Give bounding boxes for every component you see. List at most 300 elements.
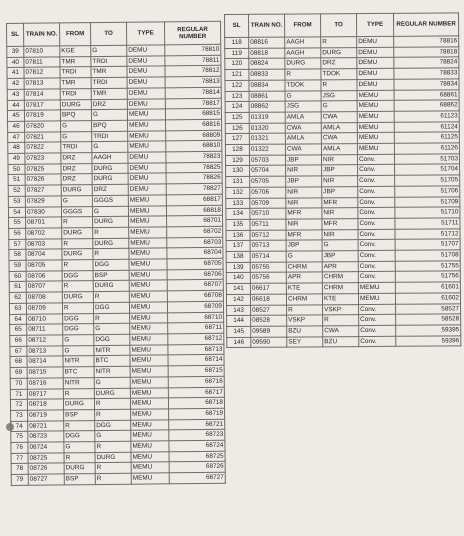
type-cell: DEMU <box>127 56 165 67</box>
from-cell: DGG <box>63 324 94 335</box>
type-cell: DEMU <box>128 173 166 184</box>
type-cell: MEMU <box>129 237 167 248</box>
train-no-cell: 08711 <box>27 324 63 335</box>
to-cell: R <box>95 463 131 474</box>
sl-cell: 134 <box>226 209 250 220</box>
to-cell: APR <box>322 261 358 272</box>
from-cell: TDOK <box>285 80 321 91</box>
from-cell: JSG <box>285 101 321 112</box>
regular-number-cell: 68708 <box>167 290 223 301</box>
sl-cell: 120 <box>225 59 249 70</box>
regular-number-cell: 68726 <box>169 462 225 473</box>
sl-cell: 49 <box>8 153 25 164</box>
train-no-cell: 08727 <box>28 474 64 485</box>
from-cell: R <box>62 260 93 271</box>
train-no-cell: 05705 <box>250 176 286 187</box>
regular-number-cell: 78818 <box>394 47 459 58</box>
train-no-cell: 08712 <box>27 335 63 346</box>
train-no-cell: 01321 <box>249 133 285 144</box>
regular-number-cell: 78814 <box>165 87 221 98</box>
type-cell: Conv. <box>359 325 396 336</box>
type-cell: MEMU <box>130 355 168 366</box>
to-cell: R <box>95 473 131 484</box>
regular-number-cell: 68707 <box>167 280 223 291</box>
regular-number-cell: 51708 <box>395 250 460 261</box>
to-cell: TMR <box>91 88 127 99</box>
train-no-cell: 08708 <box>26 292 62 303</box>
type-cell: MEMU <box>128 205 166 216</box>
from-cell: R <box>285 69 321 80</box>
from-cell: G <box>63 345 94 356</box>
type-cell: MEMU <box>130 398 168 409</box>
type-cell: Conv. <box>359 315 396 326</box>
from-cell: NITR <box>63 356 94 367</box>
type-cell: Conv. <box>359 336 396 347</box>
regular-number-cell: 78823 <box>166 151 222 162</box>
sl-cell: 138 <box>226 251 250 262</box>
sl-cell: 52 <box>8 185 25 196</box>
sl-cell: 58 <box>9 250 26 261</box>
to-cell: BSP <box>93 270 129 281</box>
train-no-cell: 07813 <box>24 78 60 89</box>
type-cell: DEMU <box>357 68 394 79</box>
from-cell: CWA <box>285 144 321 155</box>
sl-cell: 56 <box>9 228 26 239</box>
sl-cell: 42 <box>7 78 24 89</box>
type-cell: MEMU <box>128 141 166 152</box>
regular-number-cell: 51709 <box>395 196 460 207</box>
from-cell: KGE <box>60 46 91 57</box>
from-cell: G <box>61 121 92 132</box>
type-cell: MEMU <box>129 259 167 270</box>
regular-number-cell: 68706 <box>167 269 223 280</box>
from-cell: JBP <box>286 176 322 187</box>
sl-cell: 40 <box>7 57 24 68</box>
train-no-cell: 05756 <box>250 273 286 284</box>
type-cell: DEMU <box>128 184 166 195</box>
type-cell: MEMU <box>131 462 169 473</box>
right-train-table <box>224 12 461 348</box>
train-no-cell: 08719 <box>28 410 64 421</box>
to-cell: G <box>91 45 127 56</box>
sl-cell: 69 <box>10 367 27 378</box>
header-regular-number: REGULAR NUMBER <box>393 13 458 36</box>
to-cell: R <box>321 79 357 90</box>
from-cell: R <box>64 452 95 463</box>
header-sl: SL <box>225 14 249 37</box>
sl-cell: 128 <box>225 144 249 155</box>
to-cell: BPQ <box>92 120 128 131</box>
train-no-cell: 01320 <box>249 123 285 134</box>
train-no-cell: 05755 <box>250 262 286 273</box>
from-cell: TRDI <box>60 67 91 78</box>
regular-number-cell: 61602 <box>395 293 460 304</box>
sl-cell: 45 <box>7 111 24 122</box>
to-cell: TDOK <box>321 69 357 80</box>
regular-number-cell: 78825 <box>166 162 222 173</box>
from-cell: NIR <box>286 187 322 198</box>
sl-cell: 39 <box>7 46 24 57</box>
from-cell: DURG <box>60 99 91 110</box>
from-cell: NIR <box>286 165 322 176</box>
train-no-cell: 08716 <box>27 378 63 389</box>
header-type: TYPE <box>357 13 394 36</box>
type-cell: MEMU <box>131 409 169 420</box>
header-from: FROM <box>60 23 91 46</box>
sl-cell: 75 <box>11 432 28 443</box>
to-cell: R <box>321 37 357 48</box>
type-cell: MEMU <box>130 345 168 356</box>
type-cell: Conv. <box>358 250 395 261</box>
from-cell: BTC <box>63 367 94 378</box>
from-cell: G <box>64 442 95 453</box>
train-no-cell: 07817 <box>24 99 60 110</box>
train-no-cell: 08709 <box>26 303 62 314</box>
to-cell: DURG <box>93 238 129 249</box>
header-train-no: TRAIN NO. <box>249 14 285 37</box>
regular-number-cell: 68862 <box>394 100 459 111</box>
to-cell: R <box>93 227 129 238</box>
regular-number-cell: 68817 <box>166 194 222 205</box>
sl-cell: 57 <box>9 239 26 250</box>
from-cell: G <box>286 251 322 262</box>
from-cell: MFR <box>286 208 322 219</box>
regular-number-cell: 68719 <box>169 408 225 419</box>
to-cell: DURG <box>92 163 128 174</box>
regular-number-cell: 58528 <box>396 314 461 325</box>
header-sl: SL <box>7 23 24 46</box>
from-cell: APR <box>286 272 322 283</box>
train-no-cell: 08862 <box>249 101 285 112</box>
sl-cell: 71 <box>10 389 27 400</box>
from-cell: DGG <box>64 431 95 442</box>
to-cell: NIR <box>321 154 357 165</box>
sl-cell: 142 <box>226 294 250 305</box>
regular-number-cell: 59395 <box>396 325 461 336</box>
to-cell: GGGS <box>92 195 128 206</box>
regular-number-cell: 68718 <box>168 397 224 408</box>
from-cell: DURG <box>62 228 93 239</box>
to-cell: VSKP <box>323 304 359 315</box>
type-cell: Conv. <box>358 240 395 251</box>
regular-number-cell: 68816 <box>166 119 222 130</box>
regular-number-cell: 68815 <box>165 108 221 119</box>
regular-number-cell: 58527 <box>396 303 461 314</box>
from-cell: NITR <box>63 377 94 388</box>
from-cell: R <box>62 302 93 313</box>
to-cell: DGG <box>95 420 131 431</box>
to-cell: NIR <box>322 208 358 219</box>
regular-number-cell: 78813 <box>165 76 221 87</box>
train-no-cell: 08721 <box>28 421 64 432</box>
from-cell: CHRM <box>286 262 322 273</box>
to-cell: R <box>94 313 130 324</box>
to-cell: CHRM <box>322 283 358 294</box>
type-cell: MEMU <box>130 334 168 345</box>
to-cell: CWA <box>321 133 357 144</box>
from-cell: NIR <box>286 197 322 208</box>
type-cell: MEMU <box>357 90 394 101</box>
to-cell: R <box>323 315 359 326</box>
regular-number-cell: 51755 <box>395 261 460 272</box>
sl-cell: 55 <box>9 218 26 229</box>
sl-cell: 136 <box>226 230 250 241</box>
to-cell: AAGH <box>92 152 128 163</box>
type-cell: DEMU <box>127 66 165 77</box>
sl-cell: 133 <box>226 198 250 209</box>
train-no-cell: 08723 <box>28 431 64 442</box>
regular-number-cell: 68711 <box>168 323 224 334</box>
type-cell: MEMU <box>131 452 169 463</box>
train-no-cell: 08702 <box>26 228 62 239</box>
regular-number-cell: 61125 <box>394 132 459 143</box>
train-no-cell: 08717 <box>27 388 63 399</box>
header-type: TYPE <box>126 22 164 45</box>
train-no-cell: 08528 <box>251 315 287 326</box>
to-cell: TMR <box>91 67 127 78</box>
type-cell: Conv. <box>358 186 395 197</box>
regular-number-cell: 78824 <box>394 57 459 68</box>
train-no-cell: 07825 <box>25 164 61 175</box>
train-no-cell: 08704 <box>26 249 62 260</box>
to-cell: R <box>94 398 130 409</box>
from-cell: TMR <box>60 78 91 89</box>
right-table-header-row <box>225 13 459 38</box>
to-cell: DURG <box>94 388 130 399</box>
train-no-cell: 08527 <box>251 305 287 316</box>
regular-number-cell: 68714 <box>168 355 224 366</box>
from-cell: NIR <box>286 219 322 230</box>
sl-cell: 79 <box>11 474 28 485</box>
regular-number-cell: 78810 <box>165 44 221 55</box>
sl-cell: 125 <box>225 112 249 123</box>
sl-cell: 119 <box>225 48 249 59</box>
from-cell: R <box>62 217 93 228</box>
to-cell: DURG <box>321 47 357 58</box>
regular-number-cell: 61126 <box>394 143 459 154</box>
type-cell: MEMU <box>127 109 165 120</box>
regular-number-cell: 61123 <box>394 111 459 122</box>
from-cell: BZU <box>287 326 323 337</box>
to-cell: NITR <box>94 366 130 377</box>
sl-cell: 47 <box>8 132 25 143</box>
sl-cell: 54 <box>8 207 25 218</box>
to-cell: G <box>94 377 130 388</box>
sl-cell: 144 <box>227 316 251 327</box>
from-cell: R <box>64 420 95 431</box>
header-train-no: TRAIN NO. <box>24 23 60 46</box>
type-cell: MEMU <box>128 130 166 141</box>
to-cell: NITR <box>94 345 130 356</box>
type-cell: MEMU <box>130 377 168 388</box>
type-cell: DEMU <box>127 98 165 109</box>
regular-number-cell: 78811 <box>165 55 221 66</box>
sl-cell: 73 <box>11 410 28 421</box>
from-cell: R <box>62 238 93 249</box>
type-cell: MEMU <box>129 248 167 259</box>
train-no-cell: 09589 <box>251 326 287 337</box>
to-cell: DRZ <box>321 58 357 69</box>
to-cell: DURG <box>95 452 131 463</box>
from-cell: JBP <box>286 240 322 251</box>
from-cell: DRZ <box>61 174 92 185</box>
train-no-cell: 07810 <box>24 46 60 57</box>
regular-number-cell: 68702 <box>167 226 223 237</box>
train-no-cell: 08714 <box>27 356 63 367</box>
to-cell: NIR <box>322 176 358 187</box>
to-cell: MFR <box>322 197 358 208</box>
type-cell: MEMU <box>129 291 167 302</box>
sl-cell: 43 <box>7 89 24 100</box>
type-cell: MEMU <box>357 143 394 154</box>
to-cell: R <box>93 291 129 302</box>
header-to: TO <box>91 22 127 45</box>
regular-number-cell: 59396 <box>396 336 461 347</box>
from-cell: DURG <box>62 249 93 260</box>
to-cell: TRDI <box>91 56 127 67</box>
to-cell: TRDI <box>92 131 128 142</box>
to-cell: BZU <box>323 336 359 347</box>
type-cell: MEMU <box>129 227 167 238</box>
from-cell: G <box>285 90 321 101</box>
from-cell: DURG <box>64 463 95 474</box>
train-no-cell: 05710 <box>250 208 286 219</box>
to-cell: DGG <box>93 259 129 270</box>
to-cell: R <box>93 249 129 260</box>
type-cell: DEMU <box>357 79 394 90</box>
regular-number-cell: 68717 <box>168 387 224 398</box>
type-cell: Conv. <box>359 304 396 315</box>
to-cell: G <box>92 206 128 217</box>
regular-number-cell: 51703 <box>394 154 459 165</box>
train-no-cell: 05703 <box>249 155 285 166</box>
regular-number-cell: 51712 <box>395 229 460 240</box>
regular-number-cell: 51705 <box>395 175 460 186</box>
to-cell: NIR <box>322 229 358 240</box>
left-table-header-row <box>7 21 221 46</box>
sl-cell: 62 <box>9 292 26 303</box>
from-cell: R <box>63 388 94 399</box>
regular-number-cell: 78833 <box>394 68 459 79</box>
type-cell: MEMU <box>129 216 167 227</box>
to-cell: G <box>91 109 127 120</box>
sl-cell: 51 <box>8 175 25 186</box>
to-cell: DURG <box>92 174 128 185</box>
type-cell: DEMU <box>128 163 166 174</box>
type-cell: MEMU <box>129 302 167 313</box>
regular-number-cell: 78827 <box>166 183 222 194</box>
from-cell: CWA <box>285 122 321 133</box>
from-cell: VSKP <box>287 315 323 326</box>
train-no-cell: 06617 <box>250 283 286 294</box>
sl-cell: 50 <box>8 164 25 175</box>
regular-number-cell: 51756 <box>395 271 460 282</box>
sl-cell: 70 <box>10 378 27 389</box>
sl-cell: 129 <box>225 155 249 166</box>
type-cell: Conv. <box>358 175 395 186</box>
sl-cell: 124 <box>225 102 249 113</box>
to-cell: DURG <box>93 281 129 292</box>
train-no-cell: 07829 <box>25 196 61 207</box>
train-no-cell: 07820 <box>25 121 61 132</box>
sl-cell: 46 <box>8 121 25 132</box>
type-cell: DEMU <box>357 36 394 47</box>
train-no-cell: 05706 <box>250 187 286 198</box>
regular-number-cell: 68710 <box>168 312 224 323</box>
regular-number-cell: 68809 <box>166 130 222 141</box>
to-cell: AMLA <box>321 144 357 155</box>
sl-cell: 67 <box>10 346 27 357</box>
from-cell: R <box>287 304 323 315</box>
train-no-cell: 07822 <box>25 142 61 153</box>
sl-cell: 68 <box>10 357 27 368</box>
sl-cell: 64 <box>10 314 27 325</box>
type-cell: MEMU <box>129 270 167 281</box>
sl-cell: 132 <box>226 187 250 198</box>
regular-number-cell: 68715 <box>168 365 224 376</box>
train-no-cell: 05714 <box>250 251 286 262</box>
from-cell: JBP <box>285 155 321 166</box>
sl-cell: 137 <box>226 241 250 252</box>
type-cell: MEMU <box>128 120 166 131</box>
header-regular-number: REGULAR NUMBER <box>164 21 220 45</box>
to-cell: JBP <box>322 165 358 176</box>
regular-number-cell: 68818 <box>166 205 222 216</box>
from-cell: TRDI <box>61 142 92 153</box>
from-cell: BSP <box>64 410 95 421</box>
train-no-cell: 08725 <box>28 453 64 464</box>
sl-cell: 140 <box>226 273 250 284</box>
type-cell: DEMU <box>127 77 165 88</box>
train-no-cell: 05704 <box>250 166 286 177</box>
sl-cell: 145 <box>227 326 251 337</box>
from-cell: G <box>63 335 94 346</box>
regular-number-cell: 68725 <box>169 451 225 462</box>
sl-cell: 59 <box>9 260 26 271</box>
from-cell: DURG <box>62 292 93 303</box>
type-cell: MEMU <box>358 293 395 304</box>
from-cell: CHRM <box>286 294 322 305</box>
sl-cell: 143 <box>227 305 251 316</box>
train-no-cell: 01319 <box>249 112 285 123</box>
sl-cell: 139 <box>226 262 250 273</box>
type-cell: MEMU <box>357 111 394 122</box>
regular-number-cell: 68712 <box>168 333 224 344</box>
from-cell: AMLA <box>285 133 321 144</box>
from-cell: SEY <box>287 337 323 348</box>
type-cell: Conv. <box>358 208 395 219</box>
train-no-cell: 08726 <box>28 463 64 474</box>
to-cell: MFR <box>322 219 358 230</box>
from-cell: DRZ <box>61 153 92 164</box>
train-no-cell: 07812 <box>24 67 60 78</box>
to-cell: DGG <box>93 302 129 313</box>
train-no-cell: 08706 <box>26 271 62 282</box>
regular-number-cell: 68721 <box>169 419 225 430</box>
to-cell: DGG <box>94 334 130 345</box>
from-cell: TMR <box>60 56 91 67</box>
regular-number-cell: 61124 <box>394 121 459 132</box>
regular-number-cell: 78826 <box>166 173 222 184</box>
to-cell: CWA <box>323 326 359 337</box>
train-no-cell: 07827 <box>25 185 61 196</box>
regular-number-cell: 68705 <box>167 258 223 269</box>
left-train-table <box>6 21 226 486</box>
to-cell: BTC <box>94 356 130 367</box>
to-cell: G <box>321 101 357 112</box>
type-cell: MEMU <box>357 133 394 144</box>
train-no-cell: 08713 <box>27 346 63 357</box>
